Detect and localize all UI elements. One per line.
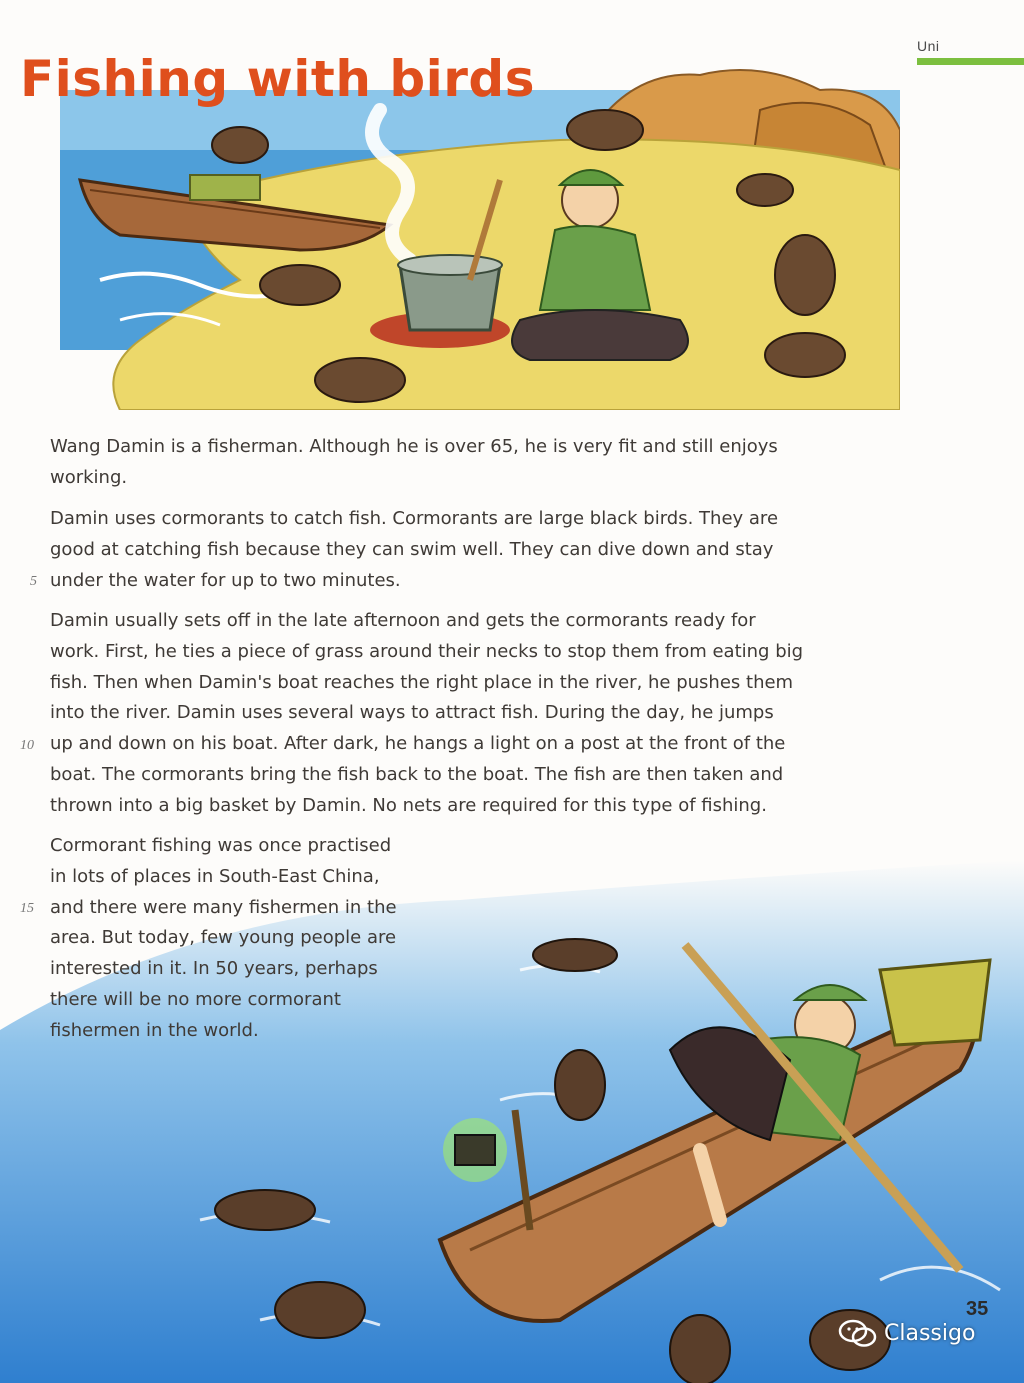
watermark [838,1318,975,1348]
text-line: thrown into a big basket by Damin. No nets are required for this type of fishing. [50,794,767,816]
line-number-5: 5 [30,574,37,589]
watermark-text: Classigo [884,1320,976,1346]
text-line: into the river. Damin uses several ways to attract fish. During the day, he jumps [50,702,774,724]
page-title: Fishing with birds [20,50,535,108]
text-line: fishermen in the world. [50,1019,259,1041]
unit-label: Uni [917,38,940,54]
text-line: good at catching fish because they can swim well. They can dive down and stay [50,538,774,560]
line-number-10: 10 [20,738,34,753]
text-line: working. [50,466,128,488]
paragraph-3 [50,606,803,822]
paragraph-4 [50,831,397,1047]
line-number-15: 15 [20,901,34,916]
text-line: work. First, he ties a piece of grass around their necks to stop them from eating big [50,640,804,662]
text-line: under the water for up to two minutes. [50,569,401,591]
text-line: area. But today, few young people are [50,927,397,949]
text-line: up and down on his boat. After dark, he hangs a light on a post at the front of the [50,733,786,755]
page-number: 35 [966,1298,989,1320]
text-line: Damin uses cormorants to catch fish. Cormorants are large black birds. They are [50,508,779,529]
text-line: interested in it. In 50 years, perhaps [50,958,378,980]
text-line: boat. The cormorants bring the fish back to the boat. The fish are then taken and [50,763,784,785]
text-line: there will be no more cormorant [50,988,341,1010]
text-line: Damin usually sets off in the late afternoon and gets the cormorants ready for [50,610,756,631]
wechat-icon [838,1318,878,1348]
text-line: Wang Damin is a fisherman. Although he is over 65, he is very fit and still enjoys [50,436,778,457]
text-line: in lots of places in South-East China, [50,865,380,887]
text-line: Cormorant fishing was once practised [50,835,392,856]
text-line: fish. Then when Damin's boat reaches the right place in the river, he pushes them [50,671,794,693]
paragraph-1 [50,432,778,494]
paragraph-2 [50,504,778,596]
text-line: and there were many fishermen in the [50,896,397,918]
unit-bar [917,58,1024,65]
